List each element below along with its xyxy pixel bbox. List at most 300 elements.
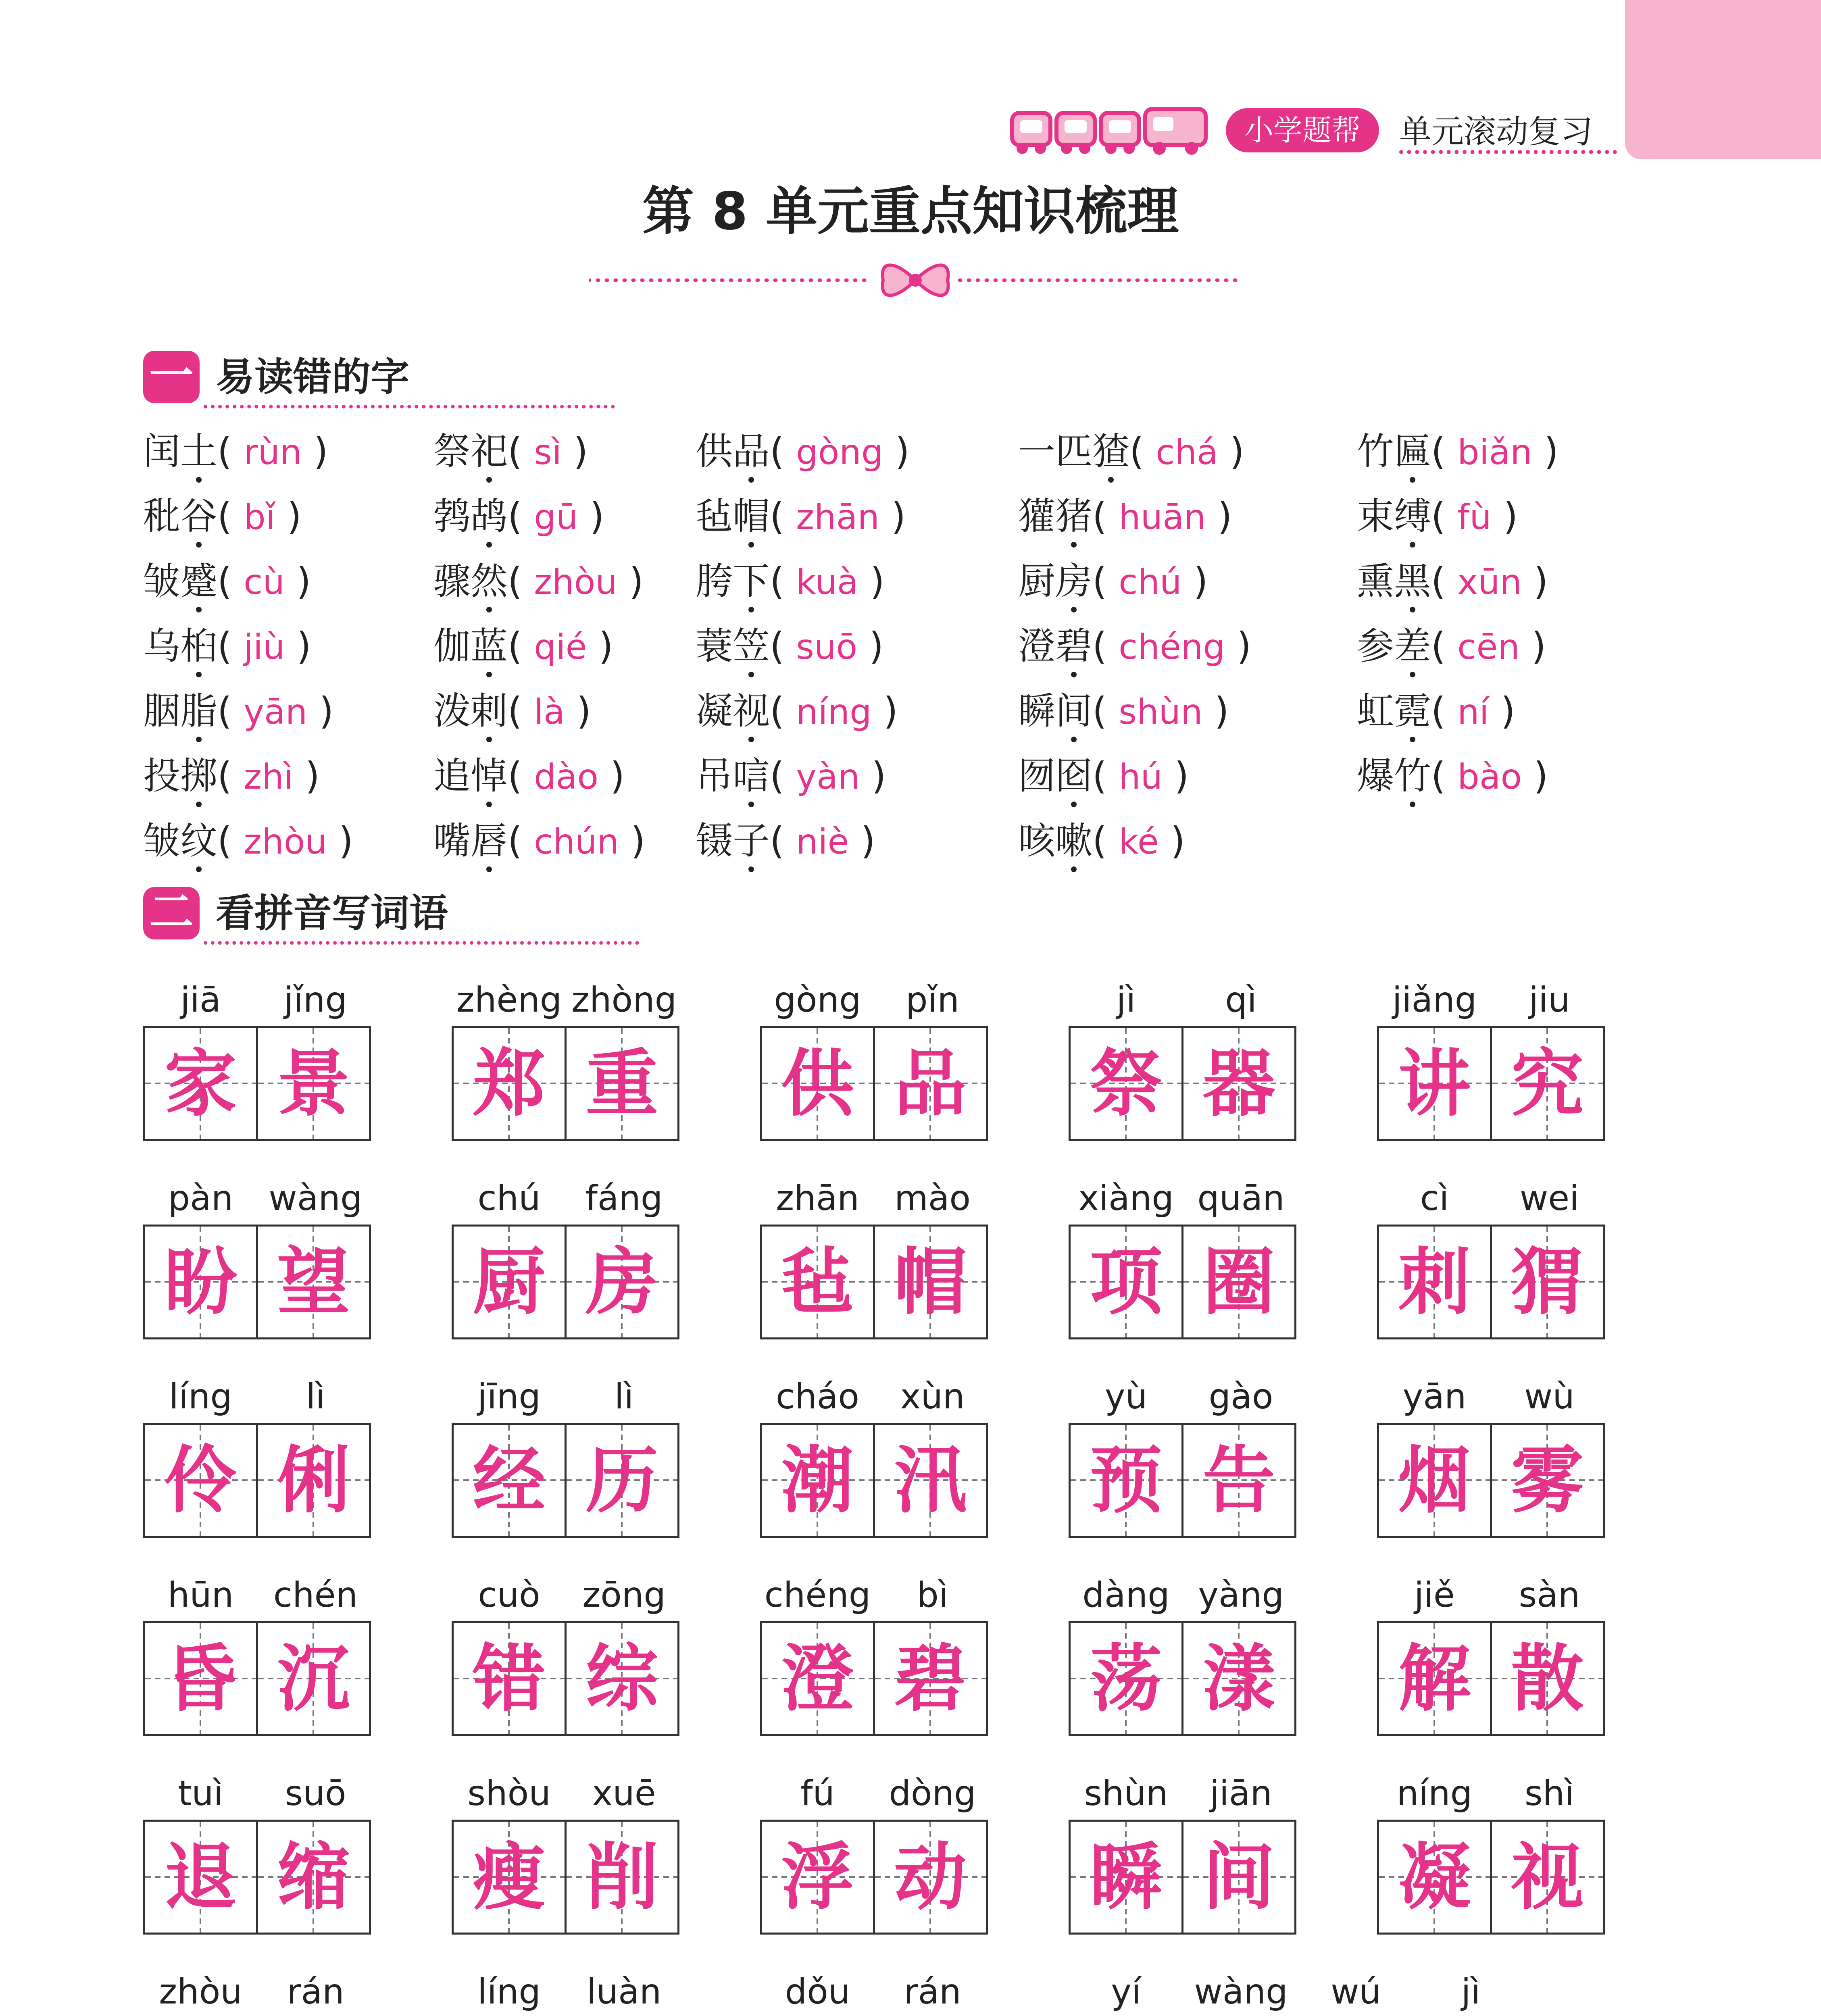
pinyin-label: jiā	[180, 980, 221, 1020]
misread-word-item: 鹁鸪( gū )	[433, 495, 604, 538]
word-text: 囫囵	[1018, 754, 1093, 798]
pinyin-answer: sì	[534, 432, 562, 473]
written-character: 漾	[1202, 1636, 1275, 1721]
emphasis-dot	[748, 737, 754, 742]
pinyin-label: wei	[1519, 1178, 1579, 1218]
word-text: 咳嗽	[1018, 819, 1093, 862]
written-character: 告	[1202, 1438, 1275, 1523]
brand-badge: 小学题帮	[1226, 108, 1379, 152]
written-character: 荡	[1090, 1636, 1163, 1721]
pinyin-label: jì	[1461, 1972, 1481, 2012]
emphasis-dot	[748, 672, 754, 677]
tian-grid-cell	[565, 1225, 679, 1339]
written-character: 讲	[1398, 1041, 1471, 1126]
written-character: 历	[585, 1438, 658, 1523]
tian-grid-cell	[452, 1621, 567, 1736]
corner-tab	[1625, 0, 1821, 159]
word-text: 澄碧	[1018, 625, 1093, 668]
written-character: 碧	[894, 1636, 967, 1721]
emphasis-dot	[748, 477, 754, 483]
written-character: 帽	[894, 1239, 967, 1325]
pinyin-label: dàng	[1082, 1575, 1170, 1615]
pinyin-answer: chá	[1156, 432, 1218, 473]
tian-grid-cell	[873, 1225, 988, 1339]
pinyin-label: zhèng	[456, 980, 562, 1020]
word-text: 嘴唇	[433, 819, 508, 862]
written-character: 汛	[894, 1438, 967, 1523]
pinyin-label: mào	[894, 1178, 971, 1218]
pinyin-answer: hú	[1119, 757, 1163, 797]
emphasis-dot	[748, 607, 754, 612]
emphasis-dot	[1410, 542, 1415, 548]
misread-word-item: 皱蹙( cù )	[143, 560, 311, 603]
pinyin-answer: qié	[534, 627, 587, 667]
emphasis-dot	[1071, 737, 1077, 742]
pinyin-answer: dào	[534, 757, 599, 797]
misread-word-item: 骤然( zhòu )	[433, 560, 644, 603]
tian-grid-cell	[565, 1820, 679, 1935]
pinyin-label: pǐn	[906, 980, 959, 1020]
series-underline	[1399, 150, 1617, 154]
section-badge: 一	[143, 351, 200, 403]
pinyin-answer: huān	[1119, 497, 1206, 537]
emphasis-dot	[486, 477, 492, 483]
written-character: 经	[473, 1438, 546, 1523]
emphasis-dot	[196, 477, 202, 483]
tian-grid-cell	[452, 1225, 567, 1339]
emphasis-dot	[486, 866, 492, 872]
word-text: 镊子	[696, 819, 770, 862]
pinyin-label: jiān	[1210, 1773, 1272, 1814]
written-character: 沉	[277, 1636, 350, 1721]
tian-grid-cell	[1069, 1423, 1183, 1538]
misread-word-item: 乌桕( jiù )	[143, 625, 311, 668]
misread-word-item: 厨房( chú )	[1018, 560, 1208, 603]
written-character: 动	[894, 1835, 967, 1920]
tian-grid-cell	[1377, 1026, 1492, 1141]
pinyin-answer: yān	[244, 692, 308, 732]
pinyin-answer: chéng	[1119, 627, 1225, 667]
tian-grid-cell	[1181, 1026, 1296, 1141]
tian-grid-cell	[143, 1026, 258, 1141]
written-character: 瘦	[473, 1835, 546, 1920]
emphasis-dot	[1071, 672, 1077, 677]
word-text: 獾猪	[1018, 495, 1093, 538]
word-text: 胭脂	[143, 689, 218, 733]
pinyin-label: wàng	[269, 1178, 363, 1218]
emphasis-dot	[196, 866, 202, 872]
tian-grid-cell	[143, 1423, 258, 1538]
pinyin-label: jiǎng	[1392, 980, 1477, 1020]
written-character: 厨	[473, 1239, 546, 1325]
pinyin-label: chú	[477, 1178, 541, 1218]
emphasis-dot	[196, 672, 202, 677]
misread-word-item: 胭脂( yān )	[143, 689, 334, 733]
misread-word-item: 咳嗽( ké )	[1018, 819, 1185, 862]
tian-grid-cell	[1377, 1423, 1492, 1538]
written-character: 刺	[1398, 1239, 1471, 1325]
pinyin-answer: cù	[244, 562, 285, 602]
written-character: 浮	[781, 1835, 854, 1920]
misread-word-item: 熏黑( xūn )	[1357, 560, 1548, 603]
written-character: 错	[473, 1636, 546, 1721]
tian-grid-cell	[873, 1026, 988, 1141]
tian-grid-cell	[1181, 1621, 1296, 1736]
misread-word-item: 蓑笠( suō )	[696, 625, 884, 668]
pinyin-answer: suō	[796, 627, 858, 667]
emphasis-dot	[486, 607, 492, 612]
written-character: 间	[1202, 1835, 1275, 1920]
word-text: 凝视	[696, 689, 770, 733]
misread-word-item: 镊子( niè )	[696, 819, 875, 862]
pinyin-answer: bǐ	[244, 497, 275, 537]
tian-grid-cell	[1490, 1820, 1605, 1935]
pinyin-label: tuì	[178, 1773, 223, 1814]
word-text: 闰土	[143, 430, 218, 473]
written-character: 澄	[781, 1636, 854, 1721]
emphasis-dot	[1071, 607, 1077, 612]
word-text: 胯下	[696, 560, 770, 603]
pinyin-label: cì	[1420, 1178, 1449, 1218]
emphasis-dot	[748, 866, 754, 872]
pinyin-label: yí	[1111, 1972, 1141, 2012]
written-character: 散	[1511, 1636, 1584, 1721]
word-text: 吊唁	[696, 754, 770, 798]
word-text: 厨房	[1018, 560, 1093, 603]
pinyin-label: cháo	[775, 1377, 860, 1417]
tian-grid-cell	[256, 1026, 371, 1141]
misread-word-item: 虹霓( ní )	[1357, 689, 1515, 733]
written-character: 毡	[781, 1239, 854, 1325]
pinyin-label: jiě	[1414, 1575, 1455, 1615]
emphasis-dot	[486, 672, 492, 677]
misread-word-item: 伽蓝( qié )	[433, 625, 613, 668]
emphasis-dot	[486, 542, 492, 548]
word-text: 爆竹	[1357, 754, 1431, 798]
pinyin-label: zhān	[776, 1178, 859, 1218]
page-title: 第 8 单元重点知识梳理	[642, 181, 1179, 242]
misread-word-item: 追悼( dào )	[433, 754, 625, 798]
tian-grid-cell	[1069, 1820, 1183, 1935]
pinyin-answer: gòng	[796, 432, 883, 473]
misread-word-item: 獾猪( huān )	[1018, 495, 1232, 538]
tian-grid-cell	[760, 1423, 875, 1538]
written-character: 器	[1202, 1041, 1275, 1126]
emphasis-dot	[1410, 672, 1415, 677]
pinyin-label: shùn	[1084, 1773, 1168, 1814]
written-character: 昏	[164, 1636, 237, 1721]
misread-word-item: 祭祀( sì )	[433, 430, 588, 473]
misread-word-item: 闰土( rùn )	[143, 430, 328, 473]
emphasis-dot	[1071, 802, 1077, 807]
pinyin-answer: rùn	[244, 432, 302, 473]
pinyin-label: rán	[287, 1972, 344, 2012]
word-text: 蓑笠	[696, 625, 770, 668]
pinyin-label: suō	[285, 1773, 346, 1814]
misread-word-item: 胯下( kuà )	[696, 560, 885, 603]
misread-word-item: 束缚( fù )	[1357, 495, 1518, 538]
emphasis-dot	[1410, 802, 1415, 807]
pinyin-label: wú	[1331, 1972, 1381, 2012]
section-title: 看拼音写词语	[216, 891, 448, 936]
tian-grid-cell	[1069, 1026, 1183, 1141]
pinyin-label: líng	[477, 1972, 541, 2012]
pinyin-label: lì	[306, 1377, 325, 1417]
misread-word-item: 瞬间( shùn )	[1018, 689, 1229, 733]
section-underline	[204, 941, 639, 945]
pinyin-answer: biǎn	[1457, 432, 1532, 473]
pinyin-label: níng	[1396, 1773, 1473, 1814]
written-character: 究	[1511, 1041, 1584, 1126]
pinyin-label: bì	[917, 1575, 948, 1615]
tian-grid-cell	[256, 1621, 371, 1736]
section-underline	[204, 405, 615, 408]
pinyin-answer: là	[534, 692, 565, 732]
pinyin-label: shì	[1524, 1773, 1575, 1814]
word-text: 鹁鸪	[433, 495, 508, 538]
written-character: 烟	[1398, 1438, 1471, 1523]
pinyin-label: shòu	[467, 1773, 551, 1814]
emphasis-dot	[196, 542, 202, 548]
pinyin-label: gòng	[774, 980, 861, 1020]
pinyin-label: zhòng	[571, 980, 677, 1020]
pinyin-answer: zhān	[796, 497, 880, 537]
written-character: 项	[1090, 1239, 1163, 1325]
misread-word-item: 秕谷( bǐ )	[143, 495, 302, 538]
pinyin-label: jì	[1116, 980, 1136, 1020]
tian-grid-cell	[1490, 1225, 1605, 1339]
pinyin-label: chén	[273, 1575, 358, 1615]
written-character: 望	[277, 1239, 350, 1325]
pinyin-label: hūn	[167, 1575, 234, 1615]
pinyin-label: dǒu	[785, 1972, 850, 2012]
written-character: 猬	[1511, 1239, 1584, 1325]
pinyin-answer: jiù	[244, 627, 285, 667]
word-text: 瞬间	[1018, 689, 1093, 733]
tian-grid-cell	[143, 1621, 258, 1736]
misread-word-item: 爆竹( bào )	[1357, 754, 1548, 798]
word-text: 追悼	[433, 754, 508, 798]
tian-grid-cell	[873, 1820, 988, 1935]
pinyin-label: rán	[904, 1972, 961, 2012]
misread-word-item: 囫囵( hú )	[1018, 754, 1189, 798]
tian-grid-cell	[760, 1225, 875, 1339]
written-character: 瞬	[1090, 1835, 1163, 1920]
pinyin-label: zōng	[582, 1575, 666, 1615]
misread-word-item: 竹匾( biǎn )	[1357, 430, 1558, 473]
word-text: 参差	[1357, 625, 1431, 668]
pinyin-label: jīng	[477, 1377, 541, 1417]
tian-grid-cell	[1377, 1225, 1492, 1339]
word-text: 虹霓	[1357, 689, 1431, 733]
written-character: 景	[277, 1041, 350, 1126]
pinyin-label: quān	[1197, 1178, 1285, 1218]
tian-grid-cell	[1490, 1423, 1605, 1538]
misread-word-item: 皱纹( zhòu )	[143, 819, 354, 862]
pinyin-answer: cēn	[1457, 627, 1520, 667]
emphasis-dot	[196, 737, 202, 742]
misread-word-item: 一匹猹( chá )	[1018, 430, 1244, 473]
written-character: 伶	[164, 1438, 237, 1523]
pinyin-answer: ké	[1119, 822, 1159, 862]
pinyin-answer: zhòu	[244, 822, 327, 862]
emphasis-dot	[748, 542, 754, 548]
emphasis-dot	[748, 802, 754, 807]
written-character: 凝	[1398, 1835, 1471, 1920]
written-character: 房	[585, 1239, 658, 1325]
pinyin-label: yān	[1402, 1377, 1467, 1417]
pinyin-answer: bào	[1457, 757, 1522, 797]
tian-grid-cell	[452, 1423, 567, 1538]
pinyin-label: pàn	[168, 1178, 233, 1218]
tian-grid-cell	[873, 1621, 988, 1736]
pinyin-label: qì	[1225, 980, 1257, 1020]
written-character: 退	[164, 1835, 237, 1920]
tian-grid-cell	[1181, 1225, 1296, 1339]
pinyin-label: líng	[169, 1377, 232, 1417]
written-character: 重	[585, 1041, 658, 1126]
misread-word-item: 毡帽( zhān )	[696, 495, 906, 538]
pinyin-label: xiàng	[1078, 1178, 1174, 1218]
written-character: 解	[1398, 1636, 1471, 1721]
emphasis-dot	[196, 607, 202, 612]
pinyin-label: zhòu	[159, 1972, 242, 2012]
emphasis-dot	[486, 737, 492, 742]
pinyin-answer: kuà	[796, 562, 858, 602]
word-text: 竹匾	[1357, 430, 1431, 473]
word-text: 供品	[696, 430, 770, 473]
word-text: 一匹猹	[1018, 430, 1130, 473]
train-icon	[1008, 101, 1210, 157]
series-title: 单元滚动复习	[1399, 113, 1593, 150]
pinyin-answer: shùn	[1119, 692, 1203, 732]
written-character: 供	[781, 1041, 854, 1126]
pinyin-label: dòng	[889, 1773, 976, 1814]
written-character: 雾	[1511, 1438, 1584, 1523]
pinyin-answer: chú	[1119, 562, 1182, 602]
written-character: 预	[1090, 1438, 1163, 1523]
emphasis-dot	[1108, 477, 1114, 483]
written-character: 郑	[473, 1041, 546, 1126]
word-text: 祭祀	[433, 430, 508, 473]
pinyin-answer: gū	[534, 497, 578, 537]
word-text: 投掷	[143, 754, 218, 798]
emphasis-dot	[196, 802, 202, 807]
emphasis-dot	[1410, 607, 1415, 612]
section-badge: 二	[143, 887, 200, 939]
pinyin-answer: xūn	[1457, 562, 1522, 602]
tian-grid-cell	[256, 1423, 371, 1538]
written-character: 品	[894, 1041, 967, 1126]
tian-grid-cell	[143, 1820, 258, 1935]
word-text: 束缚	[1357, 495, 1431, 538]
misread-word-item: 嘴唇( chún )	[433, 819, 646, 862]
written-character: 圈	[1202, 1239, 1275, 1325]
tian-grid-cell	[1181, 1820, 1296, 1935]
pinyin-answer: zhòu	[534, 562, 617, 602]
word-text: 皱蹙	[143, 560, 218, 603]
bow-icon	[589, 258, 1242, 302]
written-character: 潮	[781, 1438, 854, 1523]
tian-grid-cell	[256, 1225, 371, 1339]
written-character: 缩	[277, 1835, 350, 1920]
tian-grid-cell	[1377, 1621, 1492, 1736]
written-character: 家	[164, 1041, 237, 1126]
pinyin-label: yàng	[1198, 1575, 1284, 1615]
tian-grid-cell	[760, 1621, 875, 1736]
emphasis-dot	[1071, 866, 1077, 872]
misread-word-item: 投掷( zhì )	[143, 754, 320, 798]
written-character: 综	[585, 1636, 658, 1721]
section-title: 易读错的字	[216, 354, 409, 400]
emphasis-dot	[1071, 542, 1077, 548]
pinyin-label: xùn	[900, 1377, 965, 1417]
word-text: 皱纹	[143, 819, 218, 862]
tian-grid-cell	[1490, 1621, 1605, 1736]
written-character: 视	[1511, 1835, 1584, 1920]
tian-grid-cell	[1069, 1225, 1183, 1339]
tian-grid-cell	[452, 1026, 567, 1141]
misread-word-item: 参差( cēn )	[1357, 625, 1546, 668]
word-text: 骤然	[433, 560, 508, 603]
misread-word-item: 吊唁( yàn )	[696, 754, 886, 798]
emphasis-dot	[1410, 737, 1415, 742]
pinyin-label: fáng	[585, 1178, 663, 1218]
pinyin-answer: niè	[796, 822, 849, 862]
tian-grid-cell	[760, 1820, 875, 1935]
tian-grid-cell	[1377, 1820, 1492, 1935]
tian-grid-cell	[565, 1026, 679, 1141]
pinyin-answer: chún	[534, 822, 619, 862]
word-text: 伽蓝	[433, 625, 508, 668]
word-text: 毡帽	[696, 495, 770, 538]
tian-grid-cell	[143, 1225, 258, 1339]
misread-word-item: 泼剌( là )	[433, 689, 591, 733]
pinyin-label: wàng	[1194, 1972, 1288, 2012]
tian-grid-cell	[565, 1621, 679, 1736]
word-text: 泼剌	[433, 689, 508, 733]
pinyin-label: luàn	[586, 1972, 662, 2012]
word-text: 熏黑	[1357, 560, 1431, 603]
pinyin-label: gào	[1208, 1377, 1273, 1417]
pinyin-answer: yàn	[796, 757, 860, 797]
emphasis-dot	[486, 802, 492, 807]
pinyin-answer: zhì	[244, 757, 294, 797]
pinyin-label: jiu	[1529, 980, 1570, 1020]
pinyin-label: cuò	[478, 1575, 540, 1615]
pinyin-label: lì	[614, 1377, 634, 1417]
word-text: 秕谷	[143, 495, 218, 538]
tian-grid-cell	[1490, 1026, 1605, 1141]
written-character: 祭	[1090, 1041, 1163, 1126]
written-character: 盼	[164, 1239, 237, 1325]
pinyin-label: fú	[800, 1773, 835, 1814]
pinyin-label: yù	[1104, 1377, 1148, 1417]
pinyin-answer: fù	[1457, 497, 1492, 537]
tian-grid-cell	[452, 1820, 567, 1935]
written-character: 俐	[277, 1438, 350, 1523]
tian-grid-cell	[1181, 1423, 1296, 1538]
tian-grid-cell	[760, 1026, 875, 1141]
tian-grid-cell	[1069, 1621, 1183, 1736]
tian-grid-cell	[565, 1423, 679, 1538]
pinyin-label: jǐng	[284, 980, 347, 1020]
written-character: 削	[585, 1835, 658, 1920]
pinyin-label: sàn	[1519, 1575, 1580, 1615]
pinyin-answer: níng	[796, 692, 872, 732]
pinyin-label: chéng	[764, 1575, 871, 1615]
misread-word-item: 供品( gòng )	[696, 430, 910, 473]
